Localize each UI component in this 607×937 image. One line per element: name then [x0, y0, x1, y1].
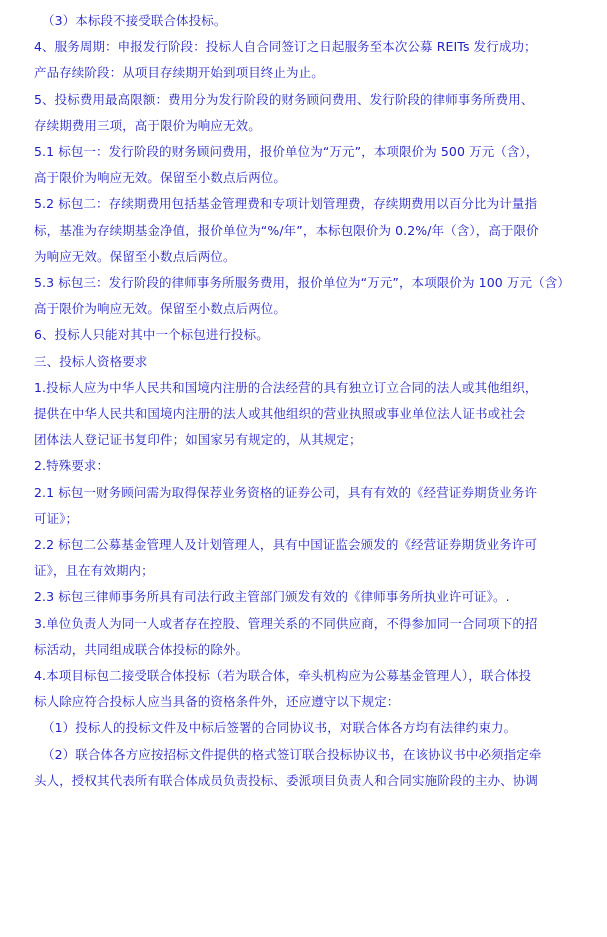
paragraph-line: 提供在中华人民共和国境内注册的法人或其他组织的营业执照或事业单位法人证书或社会	[34, 406, 526, 422]
paragraph-line: 5.3 标包三：发行阶段的律师事务所服务费用，报价单位为“万元”，本项限价为 100 万元（含）	[34, 275, 570, 291]
paragraph-line: 高于限价为响应无效。保留至小数点后两位。	[34, 301, 287, 317]
paragraph-line: 产品存续阶段：从项目存续期开始到项目终止为止。	[34, 65, 324, 81]
paragraph-line: 团体法人登记证书复印件；如国家另有规定的，从其规定；	[34, 432, 362, 448]
paragraph-line: 5.2 标包二：存续期费用包括基金管理费和专项计划管理费，存续期费用以百分比为计量指	[34, 196, 538, 212]
paragraph-line: 标，基准为存续期基金净值，报价单位为“%/年”，本标包限价为 0.2%/年（含），高于限价	[34, 222, 539, 238]
paragraph-line: 6、投标人只能对其中一个标包进行投标。	[34, 327, 269, 343]
paragraph-line: （1）投标人的投标文件及中标后签署的合同协议书，对联合体各方均有法律约束力。	[42, 720, 517, 736]
paragraph-line: 1.投标人应为中华人民共和国境内注册的合法经营的具有独立订立合同的法人或其他组织，	[34, 379, 538, 395]
paragraph-line: 可证》；	[34, 510, 79, 526]
paragraph-line: 2.2 标包二公募基金管理人及计划管理人，具有中国证监会颁发的《经营证券期货业务许可	[34, 537, 538, 553]
paragraph-line: 2.1 标包一财务顾问需为取得保荐业务资格的证券公司，具有有效的《经营证券期货业务许	[34, 484, 538, 500]
paragraph-line: 2.特殊要求：	[34, 458, 110, 474]
paragraph-line: 2.3 标包三律师事务所具有司法行政主管部门颁发有效的《律师事务所执业许可证》。.	[34, 589, 510, 605]
paragraph-line: 头人，授权其代表所有联合体成员负责投标、委派项目负责人和合同实施阶段的主办、协调	[34, 772, 539, 788]
paragraph-line: （2）联合体各方应按招标文件提供的格式签订联合投标协议书，在该协议书中必须指定牵	[42, 746, 542, 762]
paragraph-line: 证》，且在有效期内；	[34, 563, 154, 579]
paragraph-line: 为响应无效。保留至小数点后两位。	[34, 248, 236, 264]
paragraph-line: 4、服务周期：申报发行阶段：投标人自合同签订之日起服务至本次公募 REITs 发行成功；	[34, 39, 537, 55]
paragraph-line: 5、投标费用最高限额：费用分为发行阶段的财务顾问费用、发行阶段的律师事务所费用、	[34, 91, 534, 107]
section-heading: 三、投标人资格要求	[34, 353, 148, 369]
paragraph-line: 标活动，共同组成联合体投标的除外。	[34, 641, 249, 657]
paragraph-line: （3）本标段不接受联合体投标。	[42, 13, 227, 28]
paragraph-line: 存续期费用三项，高于限价为响应无效。	[34, 117, 261, 133]
paragraph-line: 5.1 标包一：发行阶段的财务顾问费用，报价单位为“万元”，本项限价为 500 万元（含），	[34, 144, 539, 160]
paragraph-line: 标人除应符合投标人应当具备的资格条件外，还应遵守以下规定：	[34, 694, 400, 710]
paragraph-line: 3.单位负责人为同一人或者存在控股、管理关系的不同供应商，不得参加同一合同项下的招	[34, 615, 538, 631]
paragraph-line: 4.本项目标包二接受联合体投标（若为联合体，牵头机构应为公募基金管理人），联合体投	[34, 668, 532, 684]
paragraph-line: 高于限价为响应无效。保留至小数点后两位。	[34, 170, 287, 186]
